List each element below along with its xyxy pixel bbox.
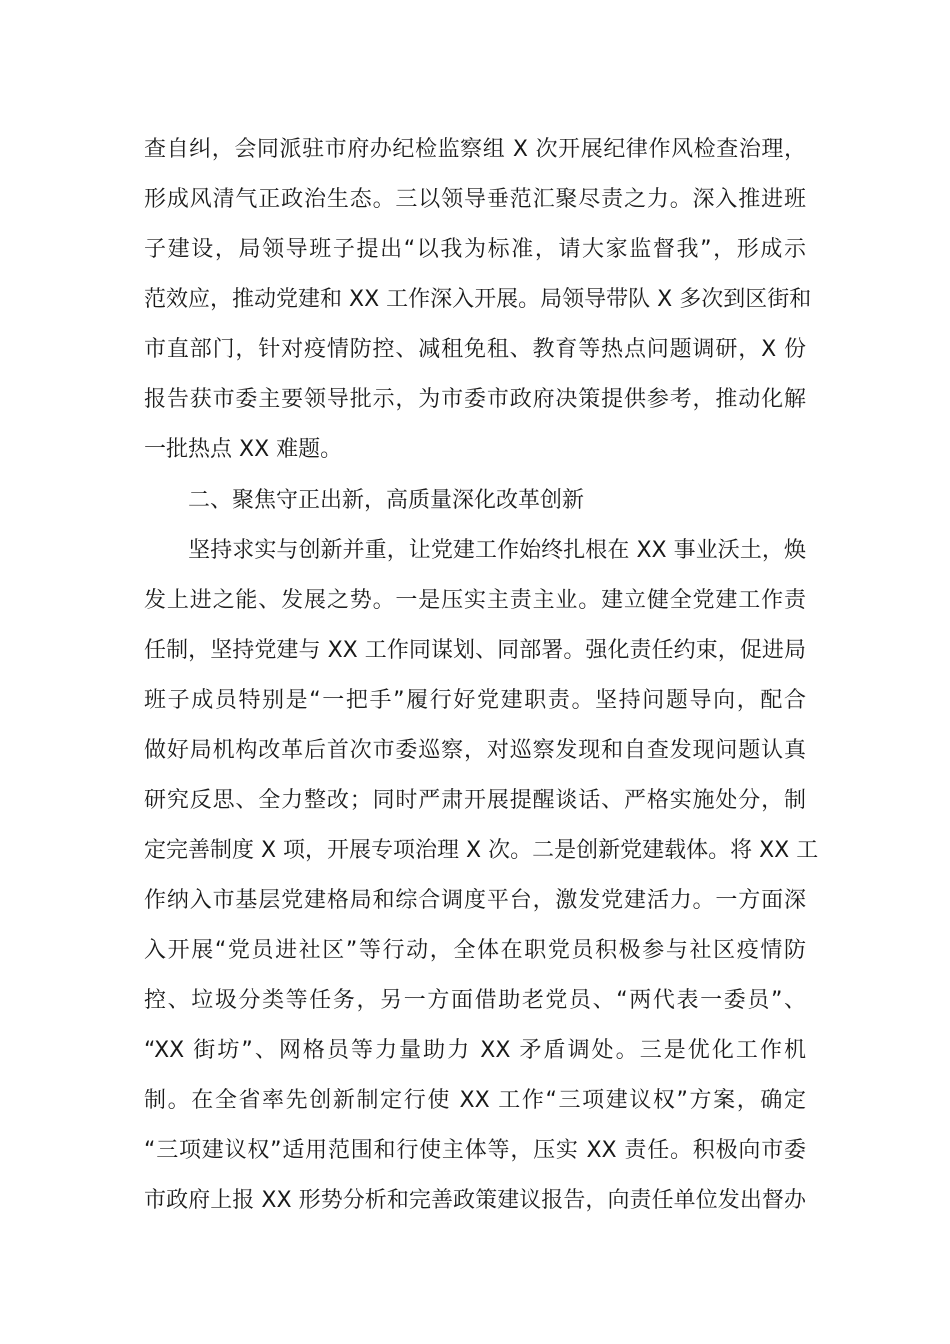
section-heading: 二、聚焦守正出新，高质量深化改革创新 — [144, 488, 585, 513]
text-line-6: 报告获市委主要领导批示，为市委市政府决策提供参考，推动化解 — [144, 387, 806, 412]
text-line-22: 市政府上报 XX 形势分析和完善政策建议报告，向责任单位发出督办 — [144, 1188, 806, 1213]
text-line-21: “三项建议权”适用范围和行使主体等，压实 XX 责任。积极向市委 — [144, 1138, 806, 1163]
text-line-15: 定完善制度 X 项，开展专项治理 X 次。二是创新党建载体。将 XX 工 — [144, 838, 819, 863]
text-line-5: 市直部门，针对疫情防控、减租免租、教育等热点问题调研，X 份 — [144, 337, 806, 362]
text-line-1: 查自纠，会同派驻市府办纪检监察组 X 次开展纪律作风检查治理， — [144, 137, 806, 162]
text-line-14: 研究反思、全力整改；同时严肃开展提醒谈话、严格实施处分，制 — [144, 788, 806, 813]
text-line-10: 发上进之能、发展之势。一是压实主责主业。建立健全党建工作责 — [144, 588, 806, 613]
text-line-2: 形成风清气正政治生态。三以领导垂范汇聚尽责之力。深入推进班 — [144, 187, 806, 212]
text-line-20: 制。在全省率先创新制定行使 XX 工作“三项建议权”方案，确定 — [144, 1088, 806, 1113]
text-line-16: 作纳入市基层党建格局和综合调度平台，激发党建活力。一方面深 — [144, 888, 806, 913]
text-line-17: 入开展“党员进社区”等行动，全体在职党员积极参与社区疫情防 — [144, 938, 806, 963]
text-line-7: 一批热点 XX 难题。 — [144, 437, 343, 462]
text-line-13: 做好局机构改革后首次市委巡察，对巡察发现和自查发现问题认真 — [144, 738, 806, 763]
text-line-12: 班子成员特别是“一把手”履行好党建职责。坚持问题导向，配合 — [144, 688, 806, 713]
text-line-18: 控、垃圾分类等任务，另一方面借助老党员、“两代表一委员”、 — [144, 988, 806, 1013]
text-line-4: 范效应，推动党建和 XX 工作深入开展。局领导带队 X 多次到区街和 — [144, 287, 812, 312]
text-line-11: 任制，坚持党建与 XX 工作同谋划、同部署。强化责任约束，促进局 — [144, 638, 806, 663]
text-line-3: 子建设，局领导班子提出“以我为标准，请大家监督我”，形成示 — [144, 237, 806, 262]
text-line-19: “XX 街坊”、网格员等力量助力 XX 矛盾调处。三是优化工作机 — [144, 1038, 806, 1063]
text-line-9: 坚持求实与创新并重，让党建工作始终扎根在 XX 事业沃土，焕 — [144, 538, 806, 563]
